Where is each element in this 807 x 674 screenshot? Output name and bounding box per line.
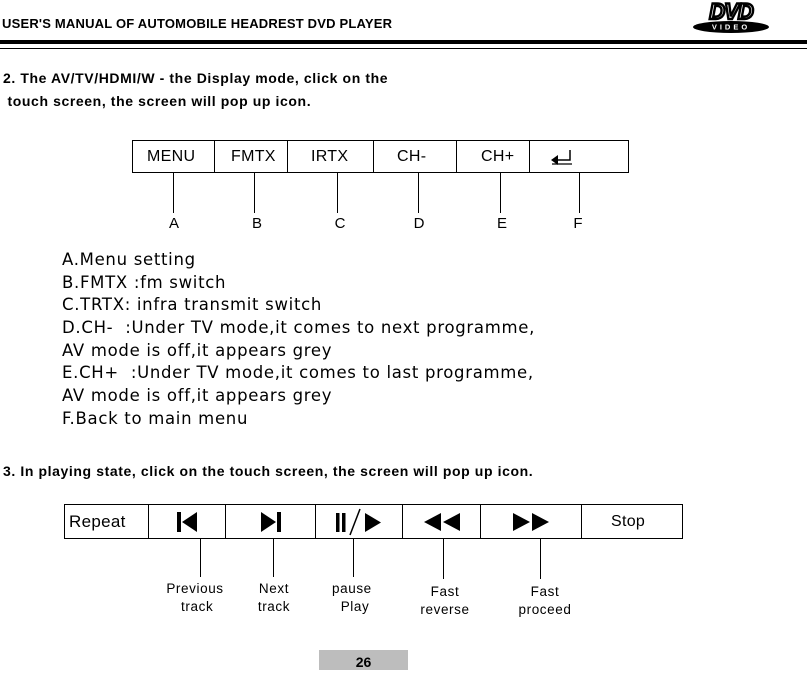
leader-line-fast-proceed (540, 539, 541, 579)
description-d-cont: AV mode is off,it appears grey (62, 341, 333, 360)
fast-reverse-icon (423, 512, 461, 532)
leader-line-pause-play (353, 539, 354, 577)
display-mode-toolbar (132, 140, 629, 173)
label-b: B (251, 215, 262, 232)
fast-reverse-button[interactable] (403, 505, 481, 538)
leader-line-previous (200, 539, 201, 577)
header-rule-thin (0, 48, 807, 49)
section3-heading: 3. In playing state, click on the touch screen, the screen will pop up icon. (3, 463, 534, 479)
logo-sub-text: VIDEO (711, 22, 751, 32)
leader-line-a (173, 173, 174, 213)
pause-play-icon (334, 508, 384, 536)
pause-play-button[interactable] (316, 505, 403, 538)
ch-minus-button[interactable]: CH- (374, 141, 457, 172)
caption-previous-track: Previous track (166, 581, 224, 614)
label-d: D (413, 215, 425, 232)
section2-heading-line1: 2. The AV/TV/HDMI/W - the Display mode, click on the (3, 70, 389, 86)
manual-title: USER'S MANUAL OF AUTOMOBILE HEADREST DVD PLAYER (2, 16, 393, 31)
previous-track-button[interactable] (149, 505, 226, 538)
caption-next-track: Next track (257, 581, 291, 614)
leader-line-f (579, 173, 580, 213)
caption-fast-proceed: Fast proceed (518, 584, 572, 617)
previous-track-icon (176, 511, 198, 533)
irtx-button[interactable]: IRTX (288, 141, 374, 172)
caption-fast-reverse: Fast reverse (420, 584, 470, 617)
description-f: F.Back to main menu (62, 409, 249, 428)
menu-button[interactable]: MENU (133, 141, 215, 172)
label-f: F (573, 215, 583, 232)
description-a: A.Menu setting (62, 250, 196, 269)
next-track-button[interactable] (226, 505, 316, 538)
dvd-video-logo (688, 0, 774, 34)
section2-heading-line2: touch screen, the screen will pop up icon. (3, 93, 312, 109)
header-rule-thick (0, 40, 807, 44)
leader-line-e (500, 173, 501, 213)
caption-pause-play: pause Play (332, 581, 372, 614)
description-b: B.FMTX :fm switch (62, 273, 227, 292)
label-c: C (334, 215, 346, 232)
label-e: E (496, 215, 507, 232)
stop-button[interactable]: Stop (611, 512, 646, 530)
leader-line-fast-reverse (443, 539, 444, 579)
leader-line-d (418, 173, 419, 213)
leader-line-next (273, 539, 274, 577)
ch-plus-button[interactable]: CH+ (457, 141, 530, 172)
repeat-button[interactable]: Repeat (65, 505, 149, 538)
return-arrow-icon (550, 149, 574, 165)
description-e: E.CH+ :Under TV mode,it comes to last programme, (62, 363, 534, 382)
fast-forward-button[interactable] (481, 505, 582, 538)
description-d: D.CH- :Under TV mode,it comes to next programme, (62, 318, 536, 337)
leader-line-b (254, 173, 255, 213)
logo-main-text: DVD (709, 0, 753, 24)
description-e-cont: AV mode is off,it appears grey (62, 386, 333, 405)
playback-toolbar (64, 504, 683, 539)
page-number: 26 (319, 650, 408, 670)
fmtx-button[interactable]: FMTX (215, 141, 288, 172)
label-a: A (168, 215, 179, 232)
leader-line-c (337, 173, 338, 213)
next-track-icon (260, 511, 282, 533)
fast-forward-icon (512, 512, 550, 532)
back-button[interactable] (530, 141, 628, 172)
description-c: C.TRTX: infra transmit switch (62, 295, 323, 314)
